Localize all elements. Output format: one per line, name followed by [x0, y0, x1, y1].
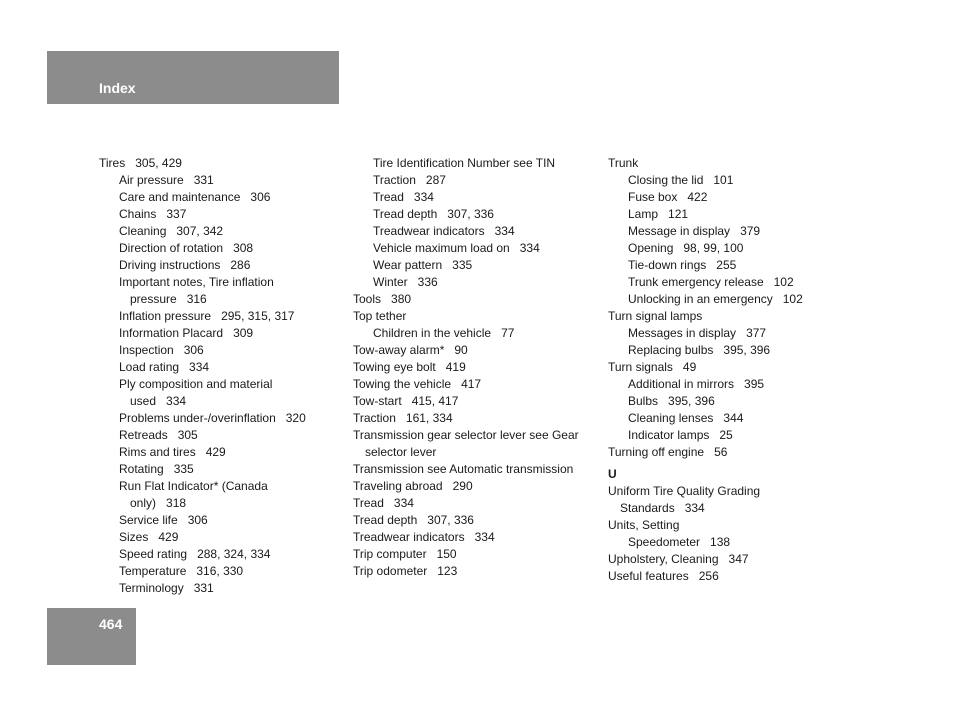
index-page-ref: 395, 396: [723, 343, 771, 357]
index-term: Tread depth: [353, 513, 418, 527]
index-term: Lamp: [628, 207, 659, 221]
index-entry: [353, 444, 579, 461]
index-term: Trip odometer: [353, 564, 428, 578]
index-entry: [99, 308, 306, 325]
index-term: Cleaning lenses: [628, 411, 714, 425]
index-term: Sizes: [119, 530, 149, 544]
index-entry: [608, 189, 803, 206]
index-page-ref: 255: [716, 258, 737, 272]
index-page-ref: 415, 417: [411, 394, 459, 408]
index-page-ref: 334: [684, 501, 705, 515]
index-page-ref: 306: [187, 513, 208, 527]
index-term: Load rating: [119, 360, 180, 374]
index-page-ref: 295, 315, 317: [221, 309, 295, 323]
index-entry: [99, 155, 306, 172]
index-entry: [608, 444, 803, 461]
index-page-ref: 286: [230, 258, 251, 272]
index-page-ref: 102: [782, 292, 803, 306]
index-page-ref: 307, 342: [176, 224, 224, 238]
index-entry: [353, 206, 579, 223]
index-entry: [99, 274, 306, 291]
index-term: Children in the vehicle: [373, 326, 492, 340]
index-entry: [99, 240, 306, 257]
index-term: Air pressure: [119, 173, 184, 187]
index-term: Opening: [628, 241, 674, 255]
index-page-ref: 380: [391, 292, 412, 306]
index-term: Fuse box: [628, 190, 678, 204]
index-page-ref: 335: [173, 462, 194, 476]
index-page-ref: 334: [189, 360, 210, 374]
index-column-3: [608, 155, 803, 585]
page-title: Index: [99, 80, 136, 96]
index-entry: [353, 308, 579, 325]
index-entry: [608, 427, 803, 444]
index-page-ref: 309: [233, 326, 254, 340]
index-entry: [608, 568, 803, 585]
index-entry: [99, 189, 306, 206]
index-term: Tire Identification Number see TIN: [373, 156, 556, 170]
index-entry: [608, 483, 803, 500]
index-term: Wear pattern: [373, 258, 443, 272]
index-column-1: [99, 155, 306, 597]
index-term: only): [130, 496, 157, 510]
index-page-ref: 138: [710, 535, 731, 549]
index-entry: [353, 359, 579, 376]
index-term: Tread: [373, 190, 404, 204]
index-page-ref: 377: [746, 326, 767, 340]
index-page-ref: 90: [454, 343, 468, 357]
index-entry: [608, 257, 803, 274]
index-entry: [99, 495, 306, 512]
index-term: Tools: [353, 292, 382, 306]
index-term: Useful features: [608, 569, 689, 583]
index-page-ref: 256: [698, 569, 719, 583]
index-page-ref: 287: [425, 173, 446, 187]
index-page-ref: 307, 336: [447, 207, 494, 221]
index-page-ref: 101: [713, 173, 734, 187]
index-entry: [99, 223, 306, 240]
index-page-ref: 290: [452, 479, 473, 493]
index-term: Transmission gear selector lever see Gear: [353, 428, 579, 442]
index-entry: [608, 274, 803, 291]
index-term: Replacing bulbs: [628, 343, 714, 357]
index-page-ref: 49: [682, 360, 697, 374]
index-page-ref: 419: [445, 360, 466, 374]
index-term: Temperature: [119, 564, 187, 578]
index-term: Driving instructions: [119, 258, 221, 272]
index-page-ref: 429: [158, 530, 179, 544]
index-entry: [99, 546, 306, 563]
index-entry: [608, 240, 803, 257]
page-number-tab: [47, 608, 136, 665]
index-entry: [353, 342, 579, 359]
index-entry: [353, 410, 579, 427]
index-page-ref: 308: [233, 241, 254, 255]
index-letter-heading: [608, 466, 803, 483]
index-page-ref: 98, 99, 100: [683, 241, 744, 255]
index-page-ref: 305, 429: [135, 156, 182, 170]
index-term: Indicator lamps: [628, 428, 710, 442]
index-term: Speedometer: [628, 535, 701, 549]
index-entry: [353, 495, 579, 512]
index-page-ref: 334: [166, 394, 187, 408]
index-term: Treadwear indicators: [373, 224, 485, 238]
index-term: Retreads: [119, 428, 168, 442]
index-term: Rims and tires: [119, 445, 196, 459]
index-term: Units, Setting: [608, 518, 680, 532]
index-term: Terminology: [119, 581, 184, 595]
index-term: U: [608, 467, 617, 481]
index-page-ref: 318: [166, 496, 187, 510]
index-term: Run Flat Indicator* (Canada: [119, 479, 268, 493]
index-entry: [353, 563, 579, 580]
index-term: Tires: [99, 156, 126, 170]
index-page-ref: 123: [437, 564, 458, 578]
index-term: pressure: [130, 292, 177, 306]
index-term: Treadwear indicators: [353, 530, 465, 544]
index-term: Traveling abroad: [353, 479, 443, 493]
index-term: selector lever: [365, 445, 437, 459]
index-page-ref: 150: [436, 547, 457, 561]
index-term: Tread depth: [373, 207, 438, 221]
index-entry: [353, 376, 579, 393]
index-page-ref: 288, 324, 334: [197, 547, 271, 561]
index-page-ref: 331: [193, 173, 214, 187]
index-term: Trunk: [608, 156, 639, 170]
index-term: Turn signal lamps: [608, 309, 703, 323]
index-entry: [99, 444, 306, 461]
index-page-ref: 102: [773, 275, 794, 289]
index-entry: [608, 342, 803, 359]
index-page-ref: 395: [744, 377, 765, 391]
header-bar: [47, 51, 339, 104]
index-entry: [99, 393, 306, 410]
index-term: Standards: [620, 501, 675, 515]
index-term: Vehicle maximum load on: [373, 241, 510, 255]
index-term: Information Placard: [119, 326, 224, 340]
index-term: Tow-start: [353, 394, 402, 408]
index-entry: [353, 172, 579, 189]
index-entry: [608, 376, 803, 393]
index-entry: [608, 223, 803, 240]
index-page-ref: 344: [723, 411, 744, 425]
index-entry: [608, 291, 803, 308]
index-page-ref: 334: [413, 190, 434, 204]
index-term: Winter: [373, 275, 408, 289]
index-entry: [99, 410, 306, 427]
index-page-ref: 56: [714, 445, 728, 459]
index-entry: [353, 325, 579, 342]
index-entry: [608, 308, 803, 325]
index-entry: [353, 427, 579, 444]
index-term: Tie-down rings: [628, 258, 707, 272]
index-term: Towing eye bolt: [353, 360, 436, 374]
index-term: used: [130, 394, 157, 408]
index-page-ref: 25: [719, 428, 733, 442]
index-entry: [99, 342, 306, 359]
index-term: Direction of rotation: [119, 241, 224, 255]
index-entry: [353, 478, 579, 495]
index-entry: [608, 172, 803, 189]
index-term: Trunk emergency release: [628, 275, 764, 289]
index-entry: [99, 478, 306, 495]
index-term: Chains: [119, 207, 157, 221]
index-entry: [99, 172, 306, 189]
index-entry: [99, 291, 306, 308]
index-term: Additional in mirrors: [628, 377, 735, 391]
index-page-ref: 379: [740, 224, 761, 238]
index-page-ref: 334: [519, 241, 540, 255]
index-term: Traction: [373, 173, 416, 187]
index-term: Service life: [119, 513, 178, 527]
index-entry: [99, 427, 306, 444]
index-entry: [608, 325, 803, 342]
index-entry: [353, 155, 579, 172]
index-page-ref: 121: [668, 207, 689, 221]
index-entry: [99, 580, 306, 597]
index-entry: [99, 206, 306, 223]
index-page-ref: 316: [186, 292, 207, 306]
index-term: Traction: [353, 411, 396, 425]
index-entry: [353, 189, 579, 206]
index-term: Bulbs: [628, 394, 659, 408]
index-page-ref: 320: [285, 411, 306, 425]
index-term: Cleaning: [119, 224, 167, 238]
index-page-ref: 77: [501, 326, 515, 340]
index-page-ref: 306: [250, 190, 271, 204]
index-page-ref: 331: [193, 581, 214, 595]
index-entry: [608, 206, 803, 223]
index-entry: [99, 376, 306, 393]
index-entry: [608, 534, 803, 551]
index-term: Inflation pressure: [119, 309, 212, 323]
index-term: Top tether: [353, 309, 407, 323]
page-number: 464: [99, 616, 123, 632]
index-entry: [353, 223, 579, 240]
index-term: Tread: [353, 496, 384, 510]
index-entry: [353, 461, 579, 478]
index-term: Speed rating: [119, 547, 188, 561]
index-entry: [353, 393, 579, 410]
index-page-ref: 161, 334: [405, 411, 453, 425]
index-entry: [608, 155, 803, 172]
index-entry: [353, 529, 579, 546]
index-page-ref: 307, 336: [427, 513, 474, 527]
index-entry: [608, 410, 803, 427]
index-page-ref: 395, 396: [668, 394, 715, 408]
index-term: Turn signals: [608, 360, 673, 374]
index-term: Message in display: [628, 224, 731, 238]
index-entry: [608, 359, 803, 376]
index-term: Towing the vehicle: [353, 377, 452, 391]
index-page-ref: 305: [177, 428, 198, 442]
index-term: Closing the lid: [628, 173, 704, 187]
index-term: Transmission see Automatic transmission: [353, 462, 574, 476]
index-entry: [608, 500, 803, 517]
index-term: Tow-away alarm*: [353, 343, 445, 357]
index-term: Important notes, Tire inflation: [119, 275, 274, 289]
index-entry: [353, 546, 579, 563]
index-page-ref: 429: [205, 445, 226, 459]
index-page-ref: 334: [474, 530, 495, 544]
index-entry: [99, 529, 306, 546]
index-term: Care and maintenance: [119, 190, 241, 204]
index-term: Rotating: [119, 462, 164, 476]
index-page-ref: 422: [687, 190, 708, 204]
index-page-ref: 347: [728, 552, 749, 566]
index-entry: [353, 291, 579, 308]
index-term: Unlocking in an emergency: [628, 292, 773, 306]
index-page-ref: 417: [461, 377, 482, 391]
index-term: Upholstery, Cleaning: [608, 552, 719, 566]
index-entry: [608, 551, 803, 568]
index-page-ref: 306: [183, 343, 204, 357]
index-term: Turning off engine: [608, 445, 705, 459]
index-term: Inspection: [119, 343, 174, 357]
index-entry: [99, 563, 306, 580]
index-entry: [99, 461, 306, 478]
index-entry: [99, 325, 306, 342]
index-page-ref: 337: [166, 207, 187, 221]
index-entry: [99, 257, 306, 274]
index-term: Messages in display: [628, 326, 737, 340]
index-page-ref: 334: [393, 496, 414, 510]
index-entry: [99, 512, 306, 529]
index-entry: [608, 393, 803, 410]
index-entry: [608, 517, 803, 534]
index-term: Problems under-/overinflation: [119, 411, 276, 425]
index-entry: [353, 257, 579, 274]
index-entry: [353, 512, 579, 529]
index-entry: [353, 274, 579, 291]
index-page-ref: 336: [417, 275, 438, 289]
index-entry: [99, 359, 306, 376]
index-page-ref: 335: [452, 258, 473, 272]
index-term: Ply composition and material: [119, 377, 273, 391]
index-entry: [353, 240, 579, 257]
index-page-ref: 316, 330: [196, 564, 244, 578]
index-term: Uniform Tire Quality Grading: [608, 484, 761, 498]
index-page-ref: 334: [494, 224, 515, 238]
index-term: Trip computer: [353, 547, 427, 561]
index-column-2: [353, 155, 579, 580]
